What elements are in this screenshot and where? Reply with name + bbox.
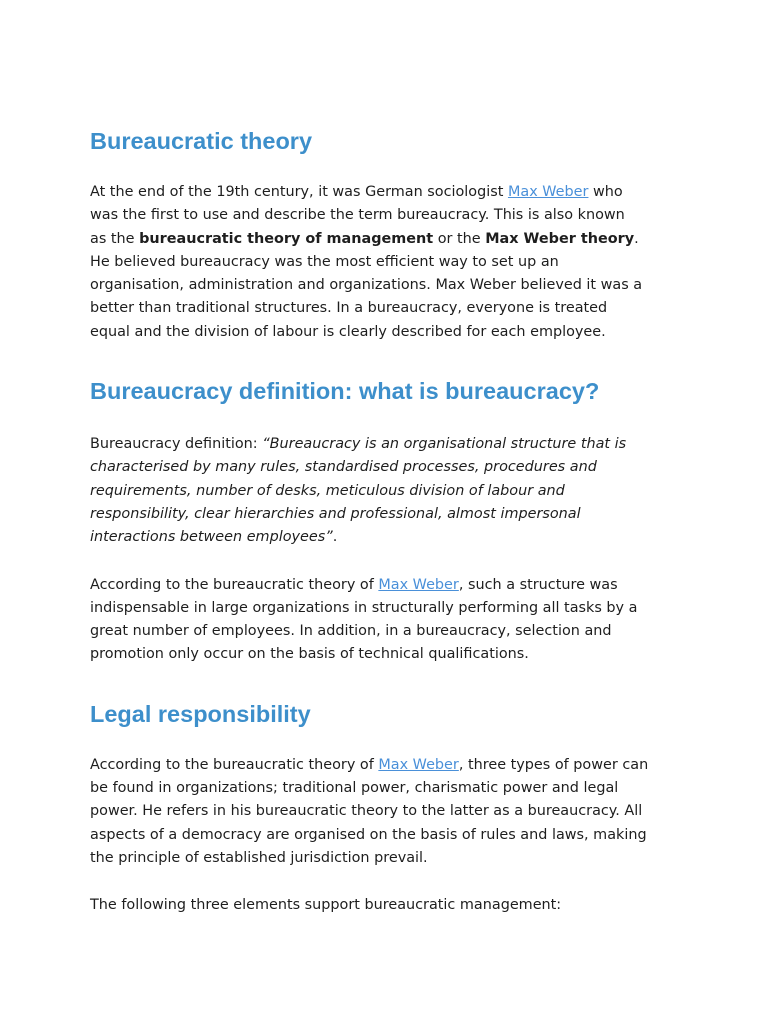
max-weber-link[interactable]: Max Weber [378,576,459,593]
text-line: Bureaucracy definition: “Bureaucracy is an organisational structure that is [90,436,627,453]
document-page [90,124,690,918]
max-weber-link[interactable]: Max Weber [378,756,459,773]
paragraph-types-of-power [90,754,690,870]
text-line: as the bureaucratic theory of management or the Max Weber theory. [90,230,639,247]
text-line: great number of employees. In addition, in a bureaucracy, selection and [90,623,612,640]
text-line: According to the bureaucratic theory of Max Weber, three types of power can [90,756,649,773]
text-line: He believed bureaucracy was the most efficient way to set up an [90,253,559,270]
text-line: be found in organizations; traditional power, charismatic power and legal [90,780,619,797]
section-heading-bureaucracy-definition: Bureaucracy definition: what is bureaucracy? [90,378,600,405]
text-line: interactions between employees”. [90,529,338,546]
text-line: power. He refers in his bureaucratic theory to the latter as a bureaucracy. All [90,803,643,820]
paragraph-definition [90,433,690,549]
text-line: responsibility, clear hierarchies and professional, almost impersonal [90,505,581,522]
text-line: better than traditional structures. In a bureaucracy, everyone is treated [90,300,608,317]
text-line: indispensable in large organizations in structurally performing all tasks by a [90,599,638,616]
text-line: was the first to use and describe the term bureaucracy. This is also known [90,207,625,224]
section-heading-bureaucratic-theory: Bureaucratic theory [90,128,313,154]
text-line: promotion only occur on the basis of technical qualifications. [90,646,529,663]
paragraph-intro [90,181,690,344]
text-line: organisation, administration and organizations. Max Weber believed it was a [90,277,643,294]
text-line: aspects of a democracy are organised on the basis of rules and laws, making [90,826,647,843]
text-line: the principle of established jurisdiction prevail. [90,849,428,866]
section-heading-legal-responsibility: Legal responsibility [90,700,311,727]
paragraph-three-elements: The following three elements support bureaucratic management: [90,897,562,914]
paragraph-weber-structure [90,574,690,667]
text-line: At the end of the 19th century, it was German sociologist Max Weber who [90,184,623,200]
text-line: requirements, number of desks, meticulous division of labour and [90,482,565,499]
bold-term-bureaucratic-theory-of-management: bureaucratic theory of management [139,230,434,247]
text-line: According to the bureaucratic theory of Max Weber, such a structure was [90,576,618,593]
text-line: characterised by many rules, standardised processes, procedures and [90,459,597,476]
text-line: equal and the division of labour is clearly described for each employee. [90,323,606,340]
bold-term-max-weber-theory: Max Weber theory [485,230,635,247]
max-weber-link[interactable]: Max Weber [507,184,589,200]
